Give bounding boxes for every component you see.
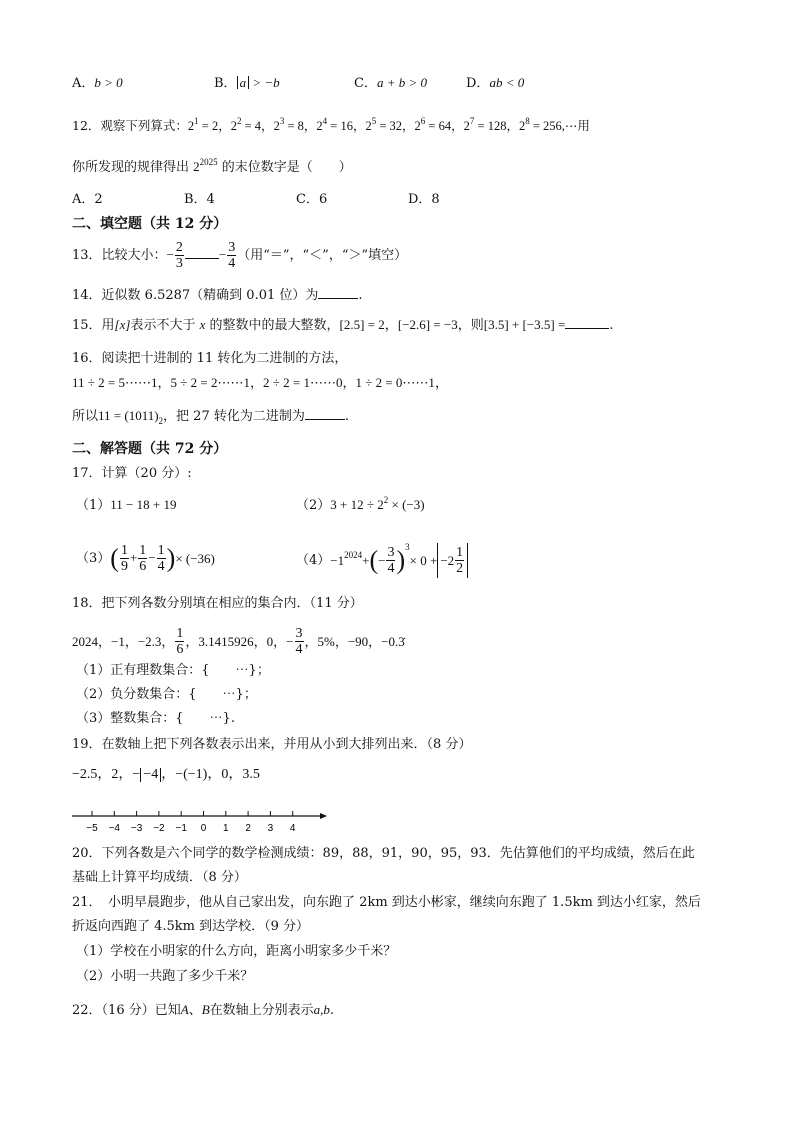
q11-option-a: A．b > 0 [72,75,123,91]
q21-sub1: （1）学校在小明家的什么方向，距离小明家多少千米？ [76,944,397,959]
q14-answer-blank[interactable] [318,286,358,299]
q12-power-term: $2^8$ = 256,⋯ [518,116,578,133]
q11-option-b: B． a > −b [214,75,280,91]
q17-p3-fraction-2: $\frac{1}{6}$ [139,543,147,574]
q16-line3: 所以$11 = (1011)_2$，把 27 转化为二进制为 . [72,408,349,426]
number-line[interactable] [70,805,330,835]
q21-line1: 21． 小明早晨跑步，他从自己家出发，向东跑了 2km 到达小彬家，继续向东跑了 1.5km 到达小红家，然后 [72,895,701,910]
number-line-tick-label: −1 [175,823,187,834]
q12-option-b: B．4 [184,192,215,207]
section-solve-heading: 二、解答题（共 72 分） [72,441,228,457]
q21-sub2: （2）小明一共跑了多少千米？ [76,969,254,984]
q22: 22．（16 分）已知A、B在数轴上分别表示a,b. [72,1002,335,1018]
q18-fraction-1: $\frac{1}{6}$ [176,626,184,657]
q19-title: 19．在数轴上把下列各数表示出来，并用从小到大排列出来．（8 分） [72,737,472,752]
q17-p4-fraction: $\frac{3}{4}$ [387,545,395,576]
q20-line1: 20．下列各数是六个同学的数学检测成绩：89，88，91，90，95，93．先估算他们的平均成绩，然后在此 [72,846,695,861]
q11-option-d: D．ab < 0 [466,75,525,91]
q18-fraction-2: $\frac{3}{4}$ [295,626,303,657]
q12-line1: 12．观察下列算式：$2^1 = 2$，$2^2 = 4$，$2^3 = 8$，$2^4 = 16$，$2^5 = 32$，$2^6 = 64$，$2^7 = 128$，$2^8$ = 256,⋯用 [72,116,590,133]
q12-power-term: $2^7 = 128$ [463,116,507,133]
number-line-tick-label: 0 [200,823,207,834]
q17-part1: （1）11 − 18 + 19 [76,497,177,513]
q12-option-c: C．6 [296,192,328,207]
q19-numbers: −2.5，2，− −4 ，−(−1)，0，3.5 [72,767,260,782]
q12-power-term: $2^4 = 16$ [316,116,353,133]
q15-answer-blank[interactable] [565,316,609,329]
q13-answer-blank[interactable] [185,246,219,259]
q12-option-a: A．2 [72,192,103,207]
q12-power-term: $2^6 = 64$ [414,116,452,133]
q13: 13．比较大小：− $\frac{2}{3}$ − $\frac{3}{4}$ （用“＝”，“＜”，“＞”填空） [72,240,408,271]
q21-line2: 折返向西跑了 4.5km 到达学校．（9 分） [72,919,310,934]
q18-title: 18．把下列各数分别填在相应的集合内．（11 分） [72,596,363,611]
q16-step: 5 ÷ 2 = 2⋯⋯1 [170,375,250,390]
q18-set1: （1）正有理数集合：{ ⋯}； [76,663,270,678]
section-fill-blank-heading: 二、填空题（共 12 分） [72,216,228,232]
q17-p4-absolute: −2 $\frac{1}{2}$ [437,543,468,578]
q11-option-c: C．a + b > 0 [354,75,427,91]
q18-numbers: 2024，−1，−2.3， $\frac{1}{6}$ ，3.1415926，0，− $\frac{3}{4}$ ，5%，−90，−0.3̇ [72,626,405,657]
q13-fraction-1: $\frac{2}{3}$ [175,240,183,271]
q16-step: 2 ÷ 2 = 1⋯⋯0 [262,375,343,390]
q12-line2: 你所发现的规律得出 $2^{2025}$ 的末位数字是（ ） [72,157,352,175]
q16-division-steps: 11 ÷ 2 = 5⋯⋯1，5 ÷ 2 = 2⋯⋯1，2 ÷ 2 = 1⋯⋯0，1 ÷ 2 = 0⋯⋯1， [72,375,448,390]
q17-part3: （3）( $\frac{1}{9}$ + $\frac{1}{6}$ − $\frac{1}{4}$ )× (−36) [76,543,215,574]
q16-line1: 16．阅读把十进制的 11 转化为二进制的方法， [72,351,348,366]
q17-part2: $(2)3 + 12 \div 2^2 \times (-3)$ [296,495,425,513]
number-line-arrow-icon [320,813,327,819]
number-line-tick-label: 3 [267,823,274,834]
number-line-tick-label: 4 [289,823,296,834]
number-line-tick-label: 1 [223,823,229,834]
number-line-tick-label: −4 [108,823,121,834]
number-line-tick-label: 2 [245,823,251,834]
number-line-tick-label: −5 [86,823,98,834]
q12-power-term: $2^3 = 8$ [273,116,304,133]
q16-step: 11 ÷ 2 = 5⋯⋯1 [72,375,158,390]
q12-power-term: $2^2 = 4$ [230,116,262,133]
q12-option-d: D．8 [408,192,440,207]
q13-fraction-2: $\frac{3}{4}$ [228,240,236,271]
q18-set2: （2）负分数集合：{ ⋯}； [76,687,257,702]
q20-line2: 基础上计算平均成绩．（8 分） [72,870,247,885]
q14: 14．近似数 6.5287（精确到 0.01 位）为 . [72,288,363,303]
q12-powers: $2^1 = 2$，$2^2 = 4$，$2^3 = 8$，$2^4 = 16$，$2^5 = 32$，$2^6 = 64$，$2^7 = 128$，$2^8$ = 256,⋯ [187,116,578,133]
q17-title: 17．计算（20 分）: [72,466,192,481]
q12-power-term: $2^1 = 2$ [187,116,219,133]
q16-step: 1 ÷ 2 = 0⋯⋯1 [355,375,435,390]
number-line-tick-label: −3 [130,823,143,834]
q18-set3: （3）整数集合：{ ⋯}. [76,711,235,726]
q17-p3-fraction-3: $\frac{1}{4}$ [157,543,165,574]
q17-part4: $(4)-1^{2024}+(-$ $\frac{3}{4}$ )$^3$× 0 + −2 $\frac{1}{2}$ [296,543,468,578]
q12-power-term: $2^5 = 32$ [365,116,403,133]
q15: 15．用[x]表示不大于 x 的整数中的最大整数，[2.5] = 2，[−2.6] = −3，则[3.5] + [−3.5] = . [72,317,614,333]
number-line-tick-label: −2 [153,823,165,834]
q16-answer-blank[interactable] [305,407,345,420]
q17-p3-fraction-1: $\frac{1}{9}$ [120,543,128,574]
